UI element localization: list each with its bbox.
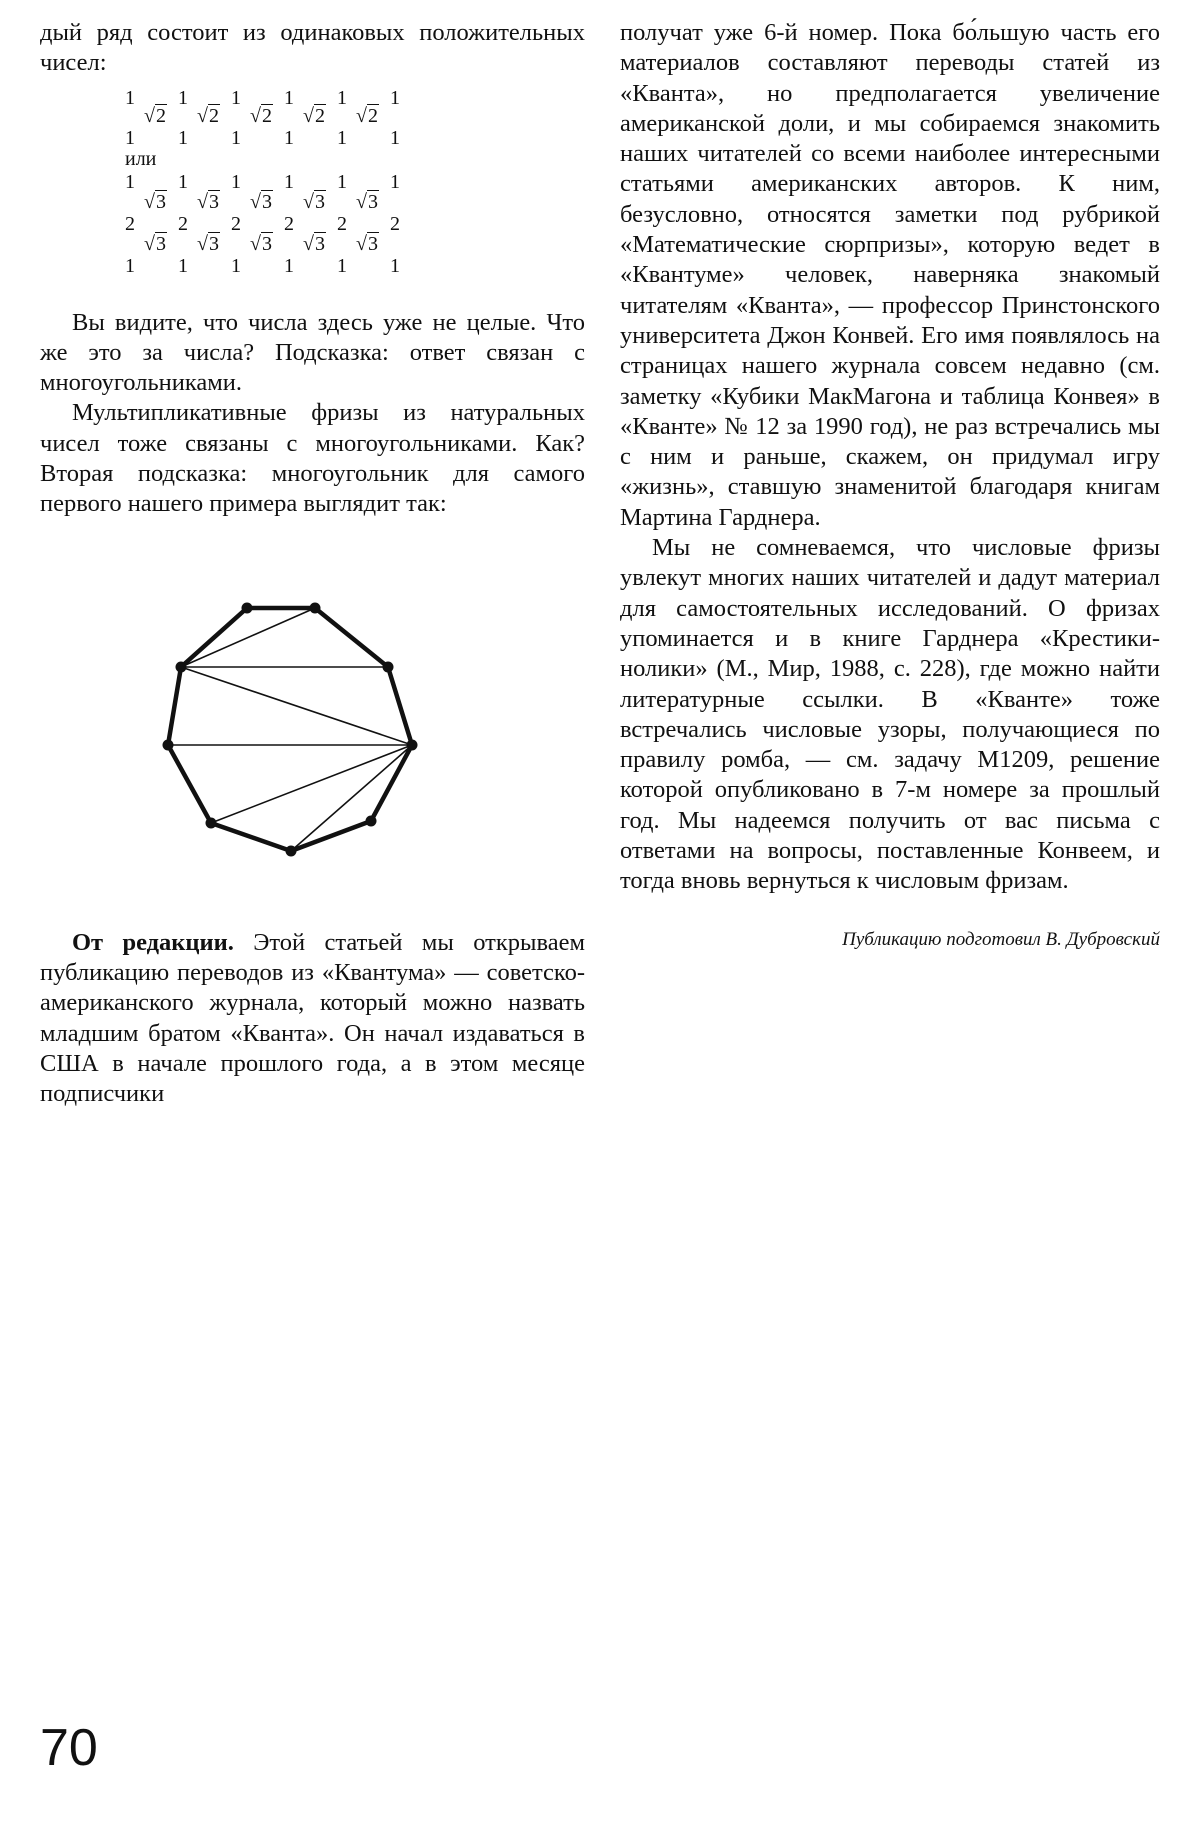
frieze2-row3-number: 2 [231, 212, 241, 235]
paragraph-friezes-conclusion: Мы не сомневаемся, что числовые фризы увлекут многих наших читателей и дадут материал для самостоятельных исследований. О фризах упоминается и в книге Гарднера «Крестики-нолики» (М., Мир, 1988, с. 228), где можно найти литературные ссылки. В «Кванте» тоже встречались числовые узоры, получающиеся по правилу ромба, — см. задачу М1209, решение которой опубликовано в 7-м номере за прошлый год. Мы надеемся получить от вас письма с ответами на вопросы, поставленные Конвеем, и тогда вновь вернуться к числовым фризам. [620, 534, 1160, 895]
frieze2-row3-number: 2 [284, 212, 294, 235]
diagonal-line [291, 745, 412, 851]
frieze1-bottom-number: 1 [178, 126, 188, 149]
polygon-vertex [206, 817, 217, 828]
frieze1-sqrt-entry: √2 [303, 104, 325, 127]
polygon-vertex [310, 602, 321, 613]
frieze1-sqrt-entry: √2 [250, 104, 272, 127]
right-column [620, 18, 1160, 955]
polygon-vertex [366, 815, 377, 826]
paragraph-numbers-not-integers: Вы видите, что числа здесь уже не целые. Что же это за числа? Подсказка: ответ связан с многоугольниками. [40, 308, 585, 397]
paragraph-multiplicative-friezes: Мультипликативные фризы из натуральных чисел тоже связаны с многоугольниками. Как? Вторая подсказка: многоугольник для самого первого нашего примера выглядит так: [40, 399, 585, 518]
frieze2-row5-number: 1 [125, 254, 135, 277]
frieze2-sqrt-entry: √3 [197, 190, 219, 213]
frieze2-row1-number: 1 [125, 170, 135, 193]
number-friezes [40, 83, 600, 298]
frieze2-row1-number: 1 [337, 170, 347, 193]
paragraph-kvantum-continuation: получат уже 6-й номер. Пока бо́льшую часть его материалов составляют переводы статей из «Кванта», но предполагается увеличение американской доли, и мы собираемся знакомить наших читателей со всеми наиболее интересными статьями американских авторов. К ним, безусловно, относятся заметки под рубрикой «Математические сюрпризы», которую ведет в «Квантуме» человек, наверняка знакомый читателям «Кванта», — профессор Принстонского университета Джон Конвей. Его имя появлялось на страницах нашего журнала совсем недавно (см. заметку «Кубики МакМагона и таблица Конвея» в «Кванте» № 12 за 1990 год), не раз встречались мы с ним и раньше, скажем, он придумал игру «жизнь», ставшую знаменитой благодаря книгам Мартина Гарднера. [620, 19, 1160, 531]
frieze1-bottom-number: 1 [231, 126, 241, 149]
frieze1-bottom-number: 1 [125, 126, 135, 149]
frieze1-top-number: 1 [125, 86, 135, 109]
editorial-note [40, 928, 585, 1110]
frieze2-row3-number: 2 [337, 212, 347, 235]
editorial-label: От редакции. [72, 928, 234, 956]
frieze2-sqrt-entry: √3 [250, 232, 272, 255]
frieze1-top-number: 1 [284, 86, 294, 109]
frieze2-row3-number: 2 [178, 212, 188, 235]
diagonal-line [211, 745, 412, 823]
frieze2-row3-number: 2 [125, 212, 135, 235]
page-number: 70 [40, 1719, 98, 1777]
frieze2-sqrt-entry: √3 [144, 232, 166, 255]
frieze1-top-number: 1 [178, 86, 188, 109]
frieze2-row3-number: 2 [390, 212, 400, 235]
frieze2-row5-number: 1 [390, 254, 400, 277]
or-label: или [125, 147, 157, 170]
frieze2-sqrt-entry: √3 [356, 232, 378, 255]
nonagon-triangulation-figure [150, 580, 450, 880]
editorial-text: Этой статьей мы открываем публикацию переводов из «Квантума» — советско-американского журнала, который можно назвать младшим братом «Кванта». Он начал издаваться в США в начале прошлого года, а в этом месяце подписчики [40, 928, 585, 1108]
frieze1-top-number: 1 [231, 86, 241, 109]
frieze2-row5-number: 1 [178, 254, 188, 277]
frieze2-row1-number: 1 [231, 170, 241, 193]
frieze1-sqrt-entry: √2 [356, 104, 378, 127]
polygon-vertex [383, 661, 394, 672]
frieze2-sqrt-entry: √3 [250, 190, 272, 213]
frieze1-bottom-number: 1 [284, 126, 294, 149]
left-column [40, 18, 585, 1109]
diagonal-line [181, 608, 315, 667]
polygon-vertex [407, 739, 418, 750]
frieze2-row1-number: 1 [178, 170, 188, 193]
frieze1-bottom-number: 1 [390, 126, 400, 149]
frieze2-sqrt-entry: √3 [303, 232, 325, 255]
frieze2-sqrt-entry: √3 [356, 190, 378, 213]
intro-text: дый ряд состоит из одинаковых положительных чисел: [40, 19, 585, 77]
frieze2-row1-number: 1 [390, 170, 400, 193]
polygon-outline [168, 608, 412, 851]
frieze2-sqrt-entry: √3 [197, 232, 219, 255]
frieze2-row5-number: 1 [284, 254, 294, 277]
frieze1-sqrt-entry: √2 [197, 104, 219, 127]
polygon-vertex [163, 739, 174, 750]
frieze1-top-number: 1 [390, 86, 400, 109]
publication-signature: Публикацию подготовил В. Дубровский [842, 928, 1160, 950]
diagonal-line [181, 667, 412, 745]
frieze1-sqrt-entry: √2 [144, 104, 166, 127]
frieze2-row1-number: 1 [284, 170, 294, 193]
frieze1-bottom-number: 1 [337, 126, 347, 149]
frieze2-row5-number: 1 [231, 254, 241, 277]
polygon-vertex [176, 661, 187, 672]
frieze2-sqrt-entry: √3 [303, 190, 325, 213]
polygon-vertex [286, 845, 297, 856]
polygon-vertex [242, 602, 253, 613]
frieze1-top-number: 1 [337, 86, 347, 109]
frieze2-sqrt-entry: √3 [144, 190, 166, 213]
frieze2-row5-number: 1 [337, 254, 347, 277]
